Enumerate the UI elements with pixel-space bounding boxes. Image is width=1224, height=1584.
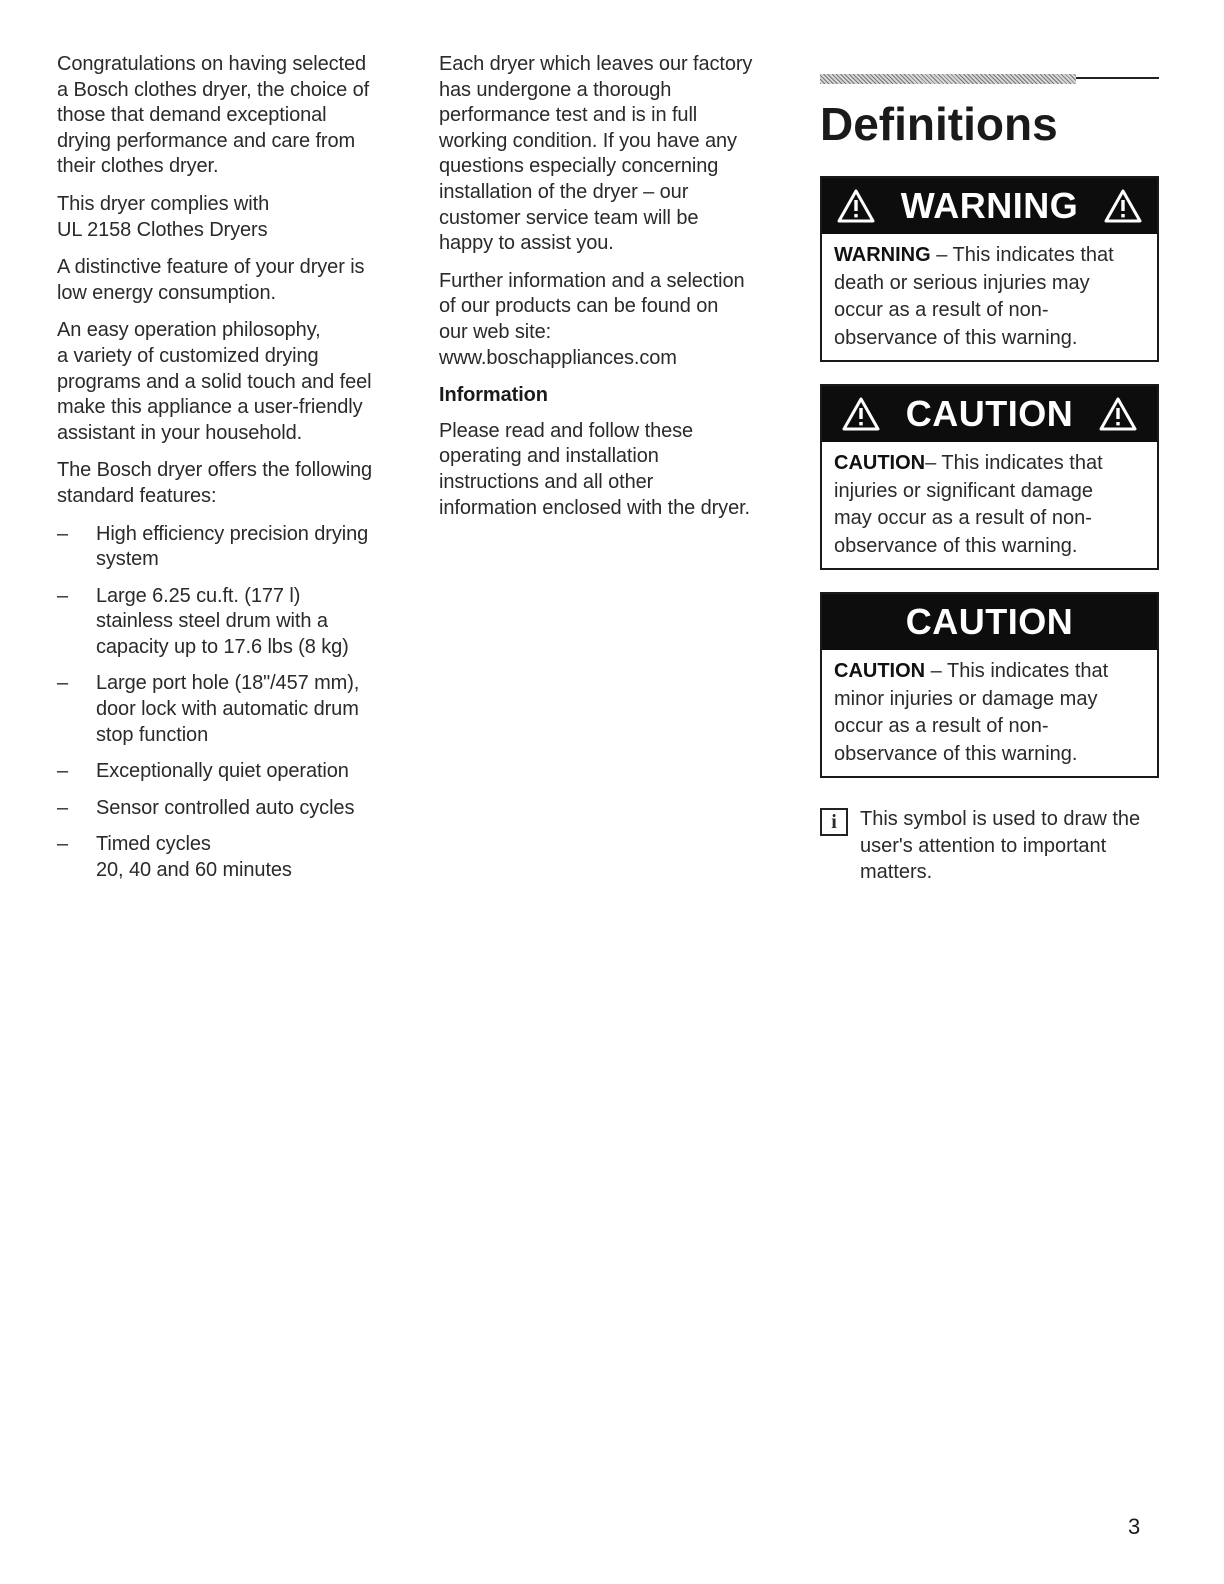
caution-symbol-body bbox=[822, 442, 1157, 568]
list-item-text: High efficiency precision drying system bbox=[96, 522, 369, 571]
list-item-text: Sensor controlled auto cycles bbox=[96, 796, 355, 819]
feature-list bbox=[57, 522, 402, 884]
warning-text: – This indicates that death or serious injuries may occur as a result of non- observance of this warning. bbox=[834, 244, 1114, 349]
list-item bbox=[57, 522, 402, 573]
caution-symbol-text: – This indicates that injuries or significant damage may occur as a result of non- observance of this warning. bbox=[834, 452, 1103, 557]
caution-symbol-header-label: CAUTION bbox=[905, 393, 1074, 434]
list-dash: – bbox=[57, 796, 69, 819]
info-symbol-row bbox=[820, 806, 1159, 886]
warning-triangle-icon bbox=[842, 397, 880, 431]
warning-header bbox=[822, 178, 1157, 234]
warning-triangle-icon bbox=[837, 189, 875, 223]
rule-pattern bbox=[820, 74, 1076, 84]
caution-symbol-keyword: CAUTION bbox=[834, 452, 926, 474]
list-item-text: Exceptionally quiet operation bbox=[96, 760, 349, 783]
left-column bbox=[57, 52, 402, 895]
caution-symbol-header bbox=[822, 386, 1157, 442]
caution-plain-header-label: CAUTION bbox=[905, 601, 1074, 642]
warning-header-label: WARNING bbox=[900, 185, 1079, 226]
caution-plain-body bbox=[822, 650, 1157, 776]
definitions-section bbox=[820, 70, 1159, 886]
caution-plain-keyword: CAUTION bbox=[834, 660, 926, 682]
compliance-paragraph: This dryer complies with UL 2158 Clothes Dryers bbox=[57, 192, 270, 241]
middle-column bbox=[439, 52, 784, 533]
energy-paragraph: A distinctive feature of your dryer is low energy consumption. bbox=[57, 256, 365, 304]
list-dash: – bbox=[57, 584, 69, 607]
list-item bbox=[57, 584, 402, 661]
features-intro-paragraph: The Bosch dryer offers the following standard features: bbox=[57, 459, 373, 507]
list-item-text: Large port hole (18"/457 mm), door lock with automatic drum stop function bbox=[96, 672, 360, 746]
warning-body bbox=[822, 234, 1157, 360]
list-item-text: Large 6.25 cu.ft. (177 l) stainless steel drum with a capacity up to 17.6 lbs (8 kg) bbox=[96, 584, 349, 658]
warning-box bbox=[820, 176, 1159, 362]
list-item bbox=[57, 796, 402, 822]
list-dash: – bbox=[57, 522, 69, 545]
warning-keyword: WARNING bbox=[834, 244, 931, 266]
caution-plain-text: – This indicates that minor injuries or damage may occur as a result of non- observance of this warning. bbox=[834, 660, 1109, 765]
list-item bbox=[57, 759, 402, 785]
factory-test-paragraph: Each dryer which leaves our factory has undergone a thorough performance test and is in full working condition. If you have any questions especially concerning installation of the dryer – our customer service team will be happy to assist you. bbox=[439, 53, 753, 255]
caution-plain-box bbox=[820, 592, 1159, 778]
info-symbol-text: This symbol is used to draw the user's attention to important matters. bbox=[860, 808, 1141, 883]
list-dash: – bbox=[57, 760, 69, 783]
website-paragraph: Further information and a selection of our products can be found on our web site: www.boschappliances.com bbox=[439, 269, 745, 369]
warning-triangle-icon bbox=[1104, 189, 1142, 223]
philosophy-paragraph: An easy operation philosophy, a variety of customized drying programs and a solid touch and feel make this appliance a user-friendly assistant in your household. bbox=[57, 319, 372, 444]
warning-triangle-icon bbox=[1099, 397, 1137, 431]
list-dash: – bbox=[57, 672, 69, 695]
information-paragraph: Please read and follow these operating and installation instructions and all other information enclosed with the dryer. bbox=[439, 419, 751, 519]
section-title: Definitions bbox=[820, 98, 1058, 150]
info-box-icon: i bbox=[820, 808, 848, 836]
page-number: 3 bbox=[1128, 1514, 1141, 1539]
list-dash: – bbox=[57, 833, 69, 856]
intro-paragraph: Congratulations on having selected a Bosch clothes dryer, the choice of those that demand exceptional drying performance and care from their clothes dryer. bbox=[57, 53, 370, 178]
caution-symbol-box bbox=[820, 384, 1159, 570]
section-rule bbox=[820, 70, 1159, 86]
caution-plain-header bbox=[822, 594, 1157, 650]
information-heading: Information bbox=[439, 384, 548, 407]
list-item bbox=[57, 671, 402, 748]
list-item bbox=[57, 832, 402, 883]
list-item-text: Timed cycles 20, 40 and 60 minutes bbox=[96, 833, 292, 882]
